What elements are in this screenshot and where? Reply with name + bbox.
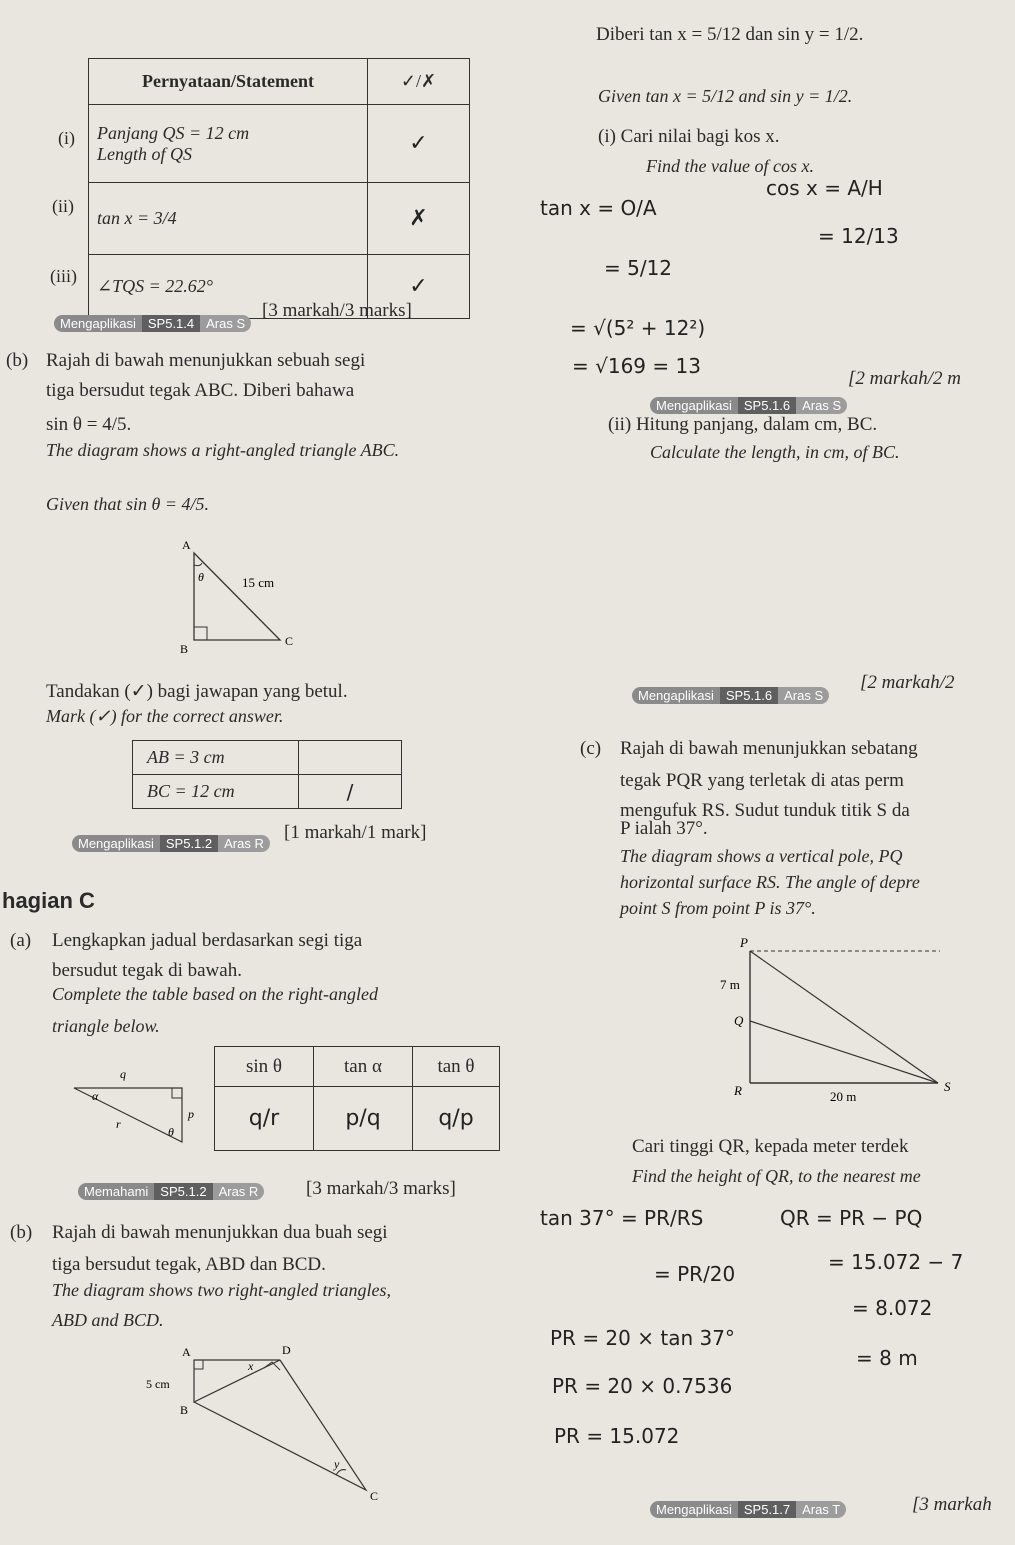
marks-label: [2 markah/2 — [860, 672, 955, 693]
side-p-label: p — [188, 1107, 194, 1121]
vertex-a-label: A — [182, 1345, 191, 1359]
width-label: 20 m — [830, 1089, 857, 1104]
handwritten-work: = 15.072 − 7 — [828, 1250, 964, 1274]
statement-table — [88, 58, 470, 319]
vertex-c-label: C — [370, 1489, 379, 1503]
row-number: (ii) — [52, 196, 74, 216]
triangles-abd-bcd-diagram — [140, 1340, 400, 1515]
handwritten-work: QR = PR − PQ — [780, 1206, 923, 1230]
skill-tag: Mengaplikasi SP5.1.7 Aras T — [650, 1500, 846, 1519]
answer-cell[interactable]: q/p — [413, 1087, 500, 1151]
given-en: Given tan x = 5/12 and sin y = 1/2. — [598, 86, 853, 106]
height-label: 7 m — [720, 977, 740, 992]
point-s-label: S — [944, 1079, 951, 1094]
given-ms: Diberi tan x = 5/12 dan sin y = 1/2. — [596, 24, 864, 45]
table-row: tan x = 3/4 — [89, 183, 368, 255]
vertex-a-label: A — [182, 538, 191, 552]
angle-theta-label: θ — [168, 1125, 174, 1139]
question-text-en: ABD and BCD. — [52, 1310, 164, 1330]
question-i-en: Find the value of cos x. — [646, 156, 814, 176]
question-text-en: Given that sin θ = 4/5. — [46, 494, 209, 514]
skill-tag: Mengaplikasi SP5.1.6 Aras S — [650, 396, 847, 415]
question-ii-ms: (ii) Hitung panjang, dalam cm, BC. — [608, 414, 878, 435]
triangle-pqr-diagram — [60, 1060, 210, 1150]
question-text-en: horizontal surface RS. The angle of depre — [620, 872, 920, 892]
check-mark: ✓ — [368, 105, 470, 183]
question-i-ms: (i) Cari nilai bagi kos x. — [598, 126, 780, 147]
section-heading: hagian C — [2, 888, 95, 913]
question-number: (b) — [6, 350, 29, 371]
table-row: ∠TQS = 22.62° — [89, 255, 368, 319]
instruction-en: Mark (✓) for the correct answer. — [46, 706, 284, 726]
question-height-en: Find the height of QR, to the nearest me — [632, 1166, 921, 1186]
check-mark: ✓ — [368, 255, 470, 319]
handwritten-work: = 12/13 — [818, 224, 899, 248]
row-number: (iii) — [50, 266, 77, 286]
marks-label: [2 markah/2 m — [848, 368, 961, 389]
marks-label: [3 markah/3 marks] — [306, 1178, 456, 1199]
vertex-d-label: D — [282, 1343, 291, 1357]
side-q-label: q — [120, 1067, 126, 1081]
question-text-ms: Rajah di bawah menunjukkan sebatang — [620, 738, 918, 759]
angle-theta-label: θ — [198, 570, 204, 584]
side-length-label: 5 cm — [146, 1377, 170, 1391]
skill-tag: Mengaplikasi SP5.1.2 Aras R — [72, 834, 270, 853]
handwritten-work: = √169 = 13 — [572, 354, 701, 378]
instruction-ms: Tandakan (✓) bagi jawapan yang betul. — [46, 681, 348, 702]
handwritten-work: = PR/20 — [654, 1262, 736, 1286]
handwritten-work: PR = 20 × tan 37° — [550, 1326, 735, 1350]
skill-tag: Mengaplikasi SP5.1.4 Aras S — [54, 314, 251, 333]
table-row: BC = 12 cm — [133, 775, 299, 809]
handwritten-work: PR = 15.072 — [554, 1424, 680, 1448]
answer-table — [132, 740, 402, 809]
ratio-table — [214, 1046, 500, 1151]
handwritten-work: = 8.072 — [852, 1296, 933, 1320]
question-text-en: The diagram shows a vertical pole, PQ — [620, 846, 903, 866]
question-text-en: The diagram shows two right-angled triangles, — [52, 1280, 392, 1300]
question-height-ms: Cari tinggi QR, kepada meter terdek — [632, 1136, 909, 1157]
question-text-ms: Rajah di bawah menunjukkan sebuah segi tiga bersudut tegak ABC. Diberi bahawa sin θ = 4/5. — [46, 350, 366, 435]
vertex-b-label: B — [180, 1403, 189, 1417]
handwritten-work: tan x = O/A — [540, 196, 657, 220]
angle-alpha-label: α — [92, 1089, 99, 1103]
angle-x-label: x — [248, 1359, 254, 1373]
question-number: (c) — [580, 738, 602, 759]
cross-mark: ✗ — [368, 183, 470, 255]
answer-cell[interactable]: p/q — [314, 1087, 413, 1151]
question-text-ms: tegak PQR yang terletak di atas perm — [620, 770, 904, 791]
table-header-statement: Pernyataan/Statement — [89, 59, 368, 105]
side-r-label: r — [116, 1117, 121, 1131]
handwritten-work: PR = 20 × 0.7536 — [552, 1374, 733, 1398]
table-row: AB = 3 cm — [133, 741, 299, 775]
point-r-label: R — [734, 1083, 742, 1098]
question-text-ms: Lengkapkan jadual berdasarkan segi tiga — [52, 930, 363, 951]
point-q-label: Q — [734, 1013, 744, 1028]
marks-label: [3 markah/3 marks] — [262, 300, 412, 321]
handwritten-work: = 5/12 — [604, 256, 673, 280]
answer-cell[interactable]: q/r — [215, 1087, 314, 1151]
marks-label: [3 markah — [912, 1494, 992, 1515]
marks-label: [1 markah/1 mark] — [284, 822, 427, 843]
handwritten-work: = 8 m — [856, 1346, 918, 1370]
question-text-ms: bersudut tegak di bawah. — [52, 960, 242, 981]
question-text-en: triangle below. — [52, 1016, 160, 1036]
point-p-label: P — [740, 935, 748, 950]
table-header-check: ✓/✗ — [368, 59, 470, 105]
question-text-en: Complete the table based on the right-angled — [52, 984, 378, 1004]
pole-diagram — [700, 935, 960, 1110]
skill-tag: Mengaplikasi SP5.1.6 Aras S — [632, 686, 829, 705]
triangle-abc-diagram — [160, 535, 300, 660]
row-number: (i) — [58, 128, 75, 148]
angle-y-label: y — [334, 1457, 340, 1471]
handwritten-work: cos x = A/H — [766, 176, 883, 200]
question-text-ms: Rajah di bawah menunjukkan dua buah segi — [52, 1222, 388, 1243]
table-header: sin θ — [215, 1047, 314, 1087]
question-text-ms: P ialah 37°. — [620, 818, 708, 839]
answer-cell[interactable] — [299, 741, 402, 775]
vertex-c-label: C — [285, 634, 294, 648]
handwritten-work: = √(5² + 12²) — [570, 316, 706, 340]
table-header: tan α — [314, 1047, 413, 1087]
question-text-ms: tiga bersudut tegak, ABD dan BCD. — [52, 1254, 326, 1275]
question-text-en: point S from point P is 37°. — [620, 898, 816, 918]
side-length-label: 15 cm — [242, 575, 275, 590]
answer-cell[interactable]: / — [299, 775, 402, 809]
question-ii-en: Calculate the length, in cm, of BC. — [650, 442, 900, 462]
table-header: tan θ — [413, 1047, 500, 1087]
skill-tag: Memahami SP5.1.2 Aras R — [78, 1182, 264, 1201]
question-text-ms: mengufuk RS. Sudut tunduk titik S da — [620, 800, 910, 821]
vertex-b-label: B — [180, 642, 189, 656]
table-row: Panjang QS = 12 cm Length of QS — [89, 105, 368, 183]
handwritten-work: tan 37° = PR/RS — [540, 1206, 704, 1230]
question-number: (a) — [10, 930, 32, 951]
question-number: (b) — [10, 1222, 33, 1243]
question-text-en: The diagram shows a right-angled triangle ABC. — [46, 440, 400, 460]
